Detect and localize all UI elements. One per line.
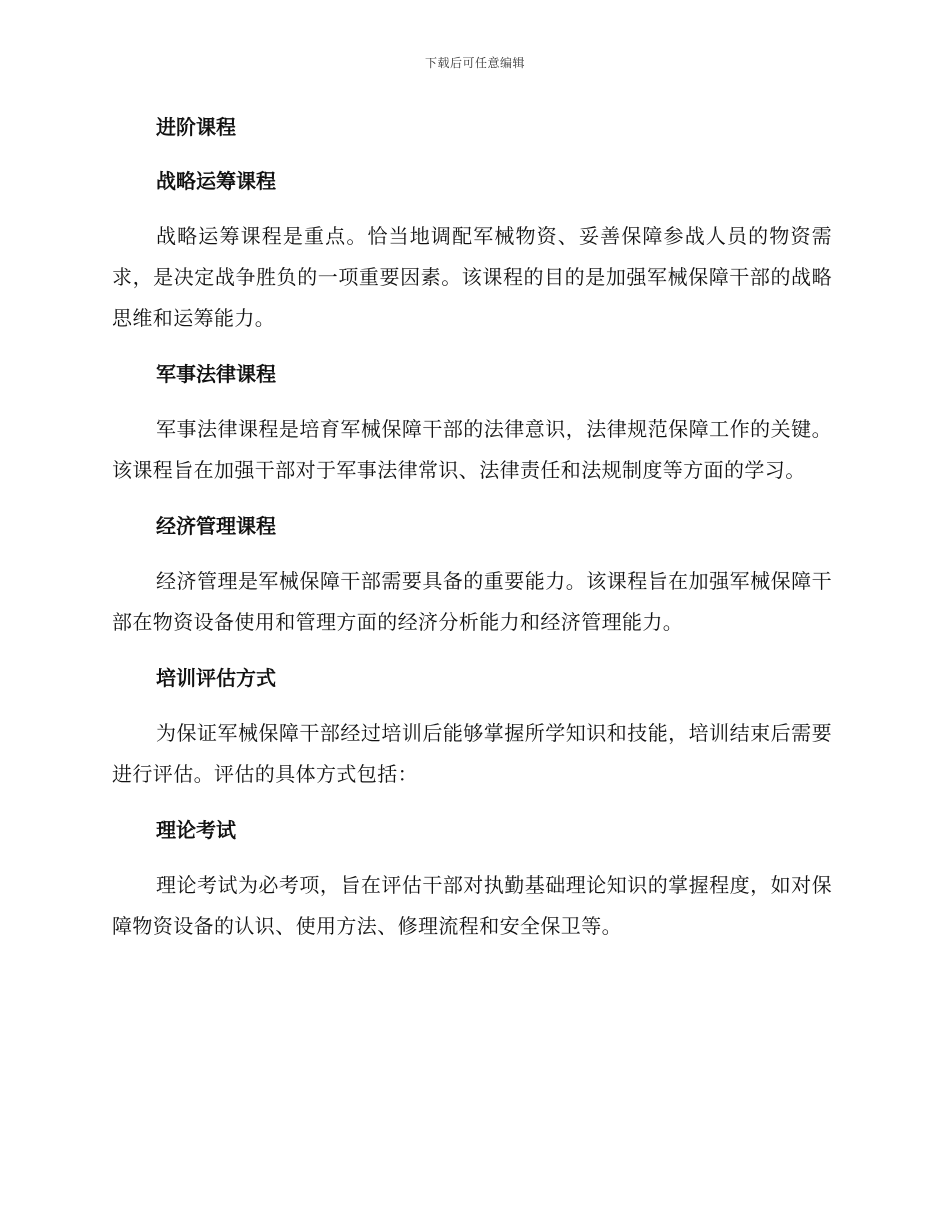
- heading-theory-exam: 理论考试: [156, 818, 236, 842]
- paragraph-economic-management-course: 经济管理是军械保障干部需要具备的重要能力。该课程旨在加强军械保障干部在物资设备使用和管理方面的经济分析能力和经济管理能力。: [112, 569, 832, 634]
- heading-advanced-courses: 进阶课程: [156, 115, 236, 139]
- heading-strategy-course: 战略运筹课程: [156, 169, 276, 193]
- paragraph-strategy-course: 战略运筹课程是重点。恰当地调配军械物资、妥善保障参战人员的物资需求，是决定战争胜负的一项重要因素。该课程的目的是加强军械保障干部的战略思维和运筹能力。: [112, 224, 832, 330]
- document-body: [112, 108, 832, 947]
- heading-training-evaluation: 培训评估方式: [156, 666, 276, 690]
- paragraph-training-evaluation: 为保证军械保障干部经过培训后能够掌握所学知识和技能，培训结束后需要进行评估。评估的具体方式包括：: [112, 721, 832, 786]
- heading-economic-management-course: 经济管理课程: [156, 514, 276, 538]
- header-note: 下载后可任意编辑: [424, 56, 525, 70]
- paragraph-military-law-course: 军事法律课程是培育军械保障干部的法律意识，法律规范保障工作的关键。该课程旨在加强干部对于军事法律常识、法律责任和法规制度等方面的学习。: [112, 417, 832, 482]
- paragraph-theory-exam: 理论考试为必考项，旨在评估干部对执勤基础理论知识的掌握程度，如对保障物资设备的认识、使用方法、修理流程和安全保卫等。: [112, 873, 832, 938]
- heading-military-law-course: 军事法律课程: [156, 362, 276, 386]
